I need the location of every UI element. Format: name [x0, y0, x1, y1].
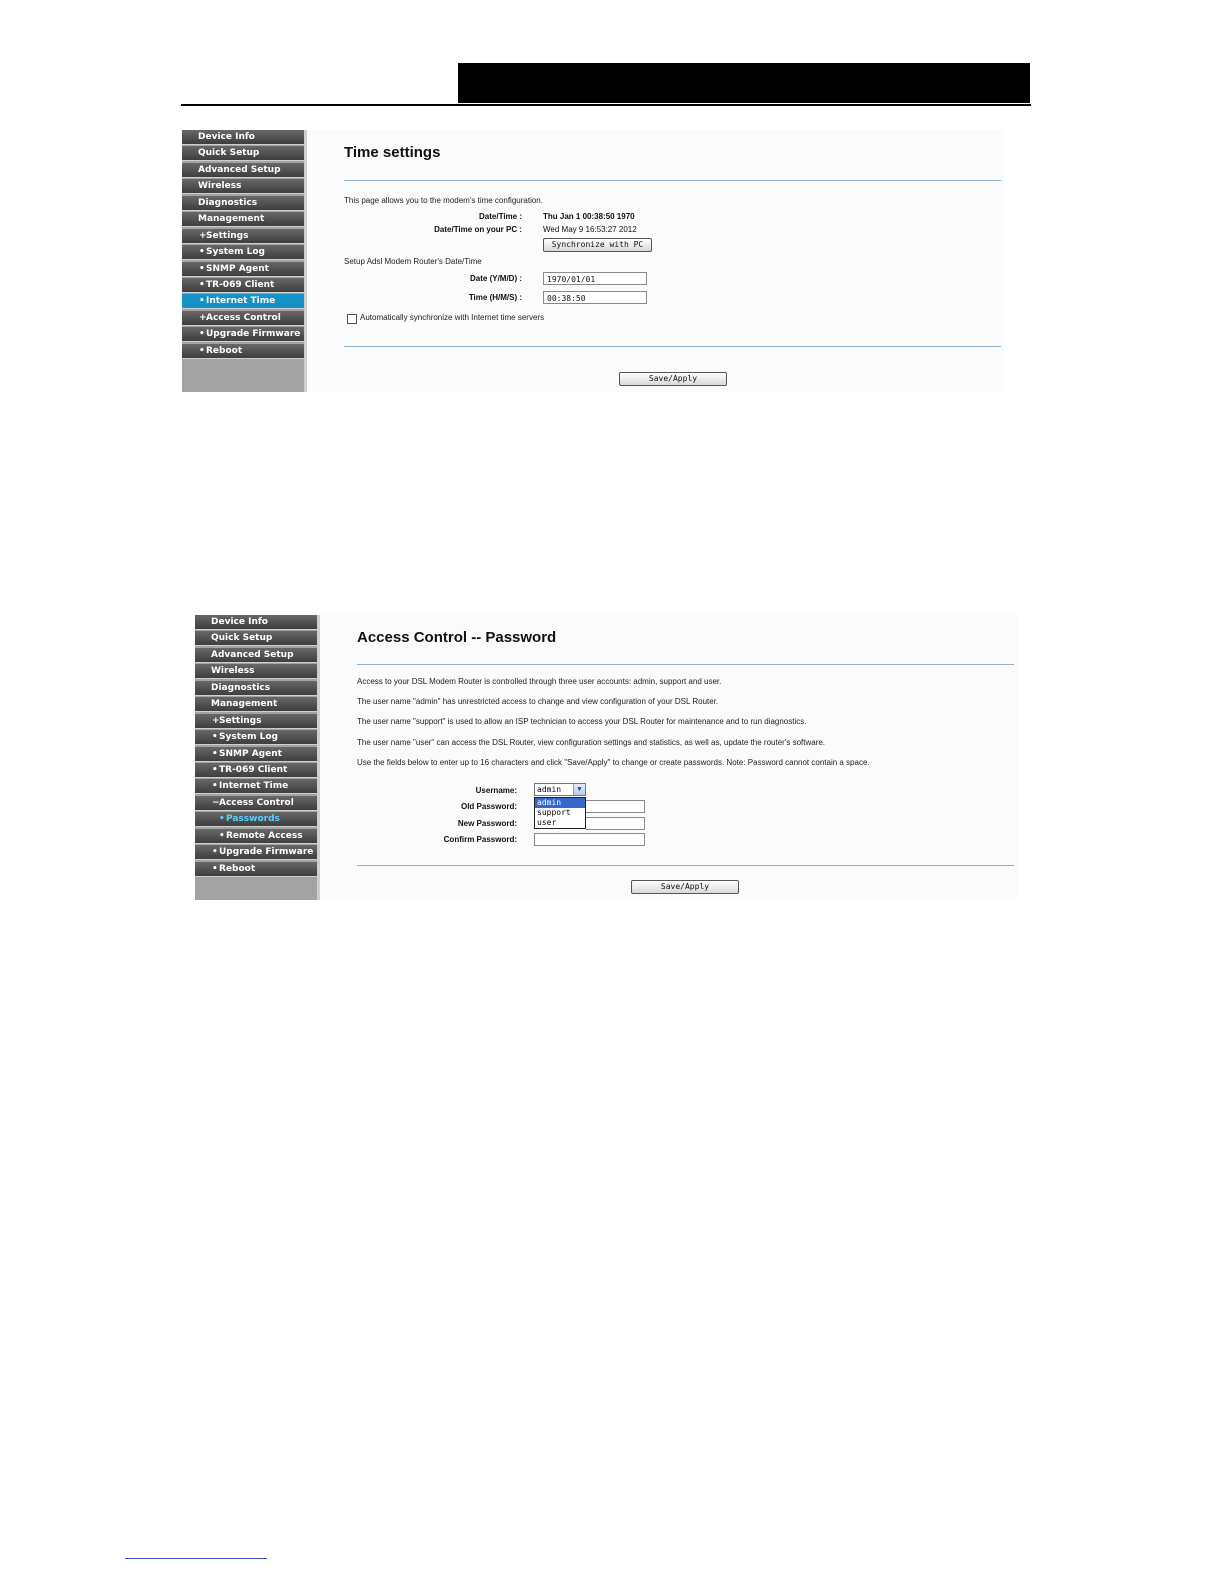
bullet-icon: •: [219, 830, 225, 841]
bullet-icon: •: [212, 732, 218, 743]
sidebar-item-label: Upgrade Firmware: [219, 847, 314, 858]
sidebar-item-label: Settings: [219, 715, 262, 726]
username-select[interactable]: [534, 783, 586, 796]
time-settings-content: [307, 130, 1004, 392]
sidebar-item-label: Remote Access: [226, 830, 303, 841]
bullet-icon: •: [199, 345, 205, 356]
date-input[interactable]: 1970/01/01: [543, 272, 647, 285]
sidebar-item-label: Reboot: [219, 863, 256, 874]
sidebar-item-label: Device Info: [198, 132, 255, 142]
bullet-icon: +: [199, 312, 207, 323]
header-bar: [458, 63, 1030, 103]
sidebar-item-access-control[interactable]: [195, 796, 317, 811]
bullet-icon: •: [212, 863, 218, 874]
sidebar-item-settings[interactable]: [182, 229, 304, 244]
sidebar-item-quick-setup[interactable]: [195, 631, 317, 646]
sidebar-item-label: Passwords: [226, 814, 280, 825]
access-control-screenshot: [195, 615, 1017, 900]
old-password-field[interactable]: [586, 800, 645, 813]
access-control-content: [320, 615, 1017, 900]
sidebar-item-label: Wireless: [211, 666, 255, 677]
sidebar-item-internet-time[interactable]: [182, 294, 304, 309]
dropdown-option-user[interactable]: user: [537, 818, 557, 827]
save-apply-button[interactable]: Save/Apply: [619, 372, 727, 386]
new-password-field[interactable]: [586, 817, 645, 830]
paragraph: Access to your DSL Modem Router is controlled through three user accounts: admin, support and user.: [357, 677, 722, 686]
sidebar-item-label: TR-069 Client: [219, 764, 288, 775]
bullet-icon: •: [212, 847, 218, 858]
bullet-icon: •: [199, 329, 205, 340]
bullet-icon: •: [199, 263, 205, 274]
confirm-password-label: Confirm Password:: [443, 835, 517, 844]
date-time-label: Date/Time :: [479, 212, 522, 221]
sidebar-item-label: Upgrade Firmware: [206, 329, 301, 340]
sidebar-item-label: Internet Time: [206, 296, 276, 307]
sidebar-item-label: Management: [198, 214, 265, 225]
divider: [344, 346, 1001, 347]
sidebar-item-wireless[interactable]: [195, 664, 317, 679]
setup-heading: Setup Adsl Modem Router's Date/Time: [344, 257, 482, 266]
sidebar-item-advanced-setup[interactable]: [182, 163, 304, 178]
old-password-label: Old Password:: [460, 802, 517, 811]
time-input[interactable]: 00:38:50: [543, 291, 647, 304]
sidebar-item-diagnostics[interactable]: [195, 681, 317, 696]
save-apply-button[interactable]: Save/Apply: [631, 880, 739, 894]
sidebar-item-upgrade-firmware[interactable]: [182, 327, 304, 342]
sidebar-item-device-info[interactable]: [195, 615, 317, 630]
sidebar-item-system-log[interactable]: [182, 245, 304, 260]
intro-text: This page allows you to the modem's time configuration.: [344, 196, 543, 205]
sidebar-item-label: System Log: [206, 247, 265, 258]
synchronize-button[interactable]: Synchronize with PC: [543, 238, 652, 252]
sidebar-item-label: Reboot: [206, 345, 243, 356]
sidebar-item-snmp-agent[interactable]: [195, 747, 317, 762]
date-label: Date (Y/M/D) :: [470, 274, 522, 283]
bullet-icon: •: [199, 279, 205, 290]
sidebar-item-label: Access Control: [206, 312, 281, 323]
sidebar-item-label: Access Control: [219, 797, 294, 808]
bullet-icon: •: [219, 814, 225, 825]
sidebar-item-diagnostics[interactable]: [182, 196, 304, 211]
sidebar-item-access-control[interactable]: [182, 311, 304, 326]
sidebar-item-label: Advanced Setup: [211, 649, 294, 660]
sidebar-item-reboot[interactable]: [182, 344, 304, 359]
sidebar-item-advanced-setup[interactable]: [195, 648, 317, 663]
date-time-value: Thu Jan 1 00:38:50 1970: [543, 212, 635, 221]
divider: [357, 865, 1014, 866]
sidebar-item-snmp-agent[interactable]: [182, 262, 304, 277]
sidebar-item-tr-069-client[interactable]: [195, 763, 317, 778]
footer-link-underline: [125, 1558, 267, 1559]
sidebar-item-tr-069-client[interactable]: [182, 278, 304, 293]
auto-sync-label: Automatically synchronize with Internet time servers: [360, 313, 545, 322]
page-title: Time settings: [344, 144, 441, 161]
time-settings-screenshot: [182, 130, 1004, 392]
sidebar-item-label: Diagnostics: [198, 197, 258, 208]
sidebar-item-label: Quick Setup: [198, 148, 260, 159]
bullet-icon: •: [212, 764, 218, 775]
confirm-password-field[interactable]: [534, 833, 645, 846]
dropdown-option-support[interactable]: support: [537, 808, 571, 817]
bullet-icon: −: [212, 797, 220, 808]
sidebar-item-label: System Log: [219, 732, 278, 743]
sidebar-item-label: Device Info: [211, 617, 268, 627]
header-rule: [181, 104, 1031, 106]
sidebar-item-wireless[interactable]: [182, 179, 304, 194]
username-selected-value: admin: [537, 785, 562, 794]
username-label: Username:: [475, 786, 517, 795]
sidebar-item-label: Quick Setup: [211, 633, 273, 644]
page-title: Access Control -- Password: [357, 629, 557, 646]
paragraph: The user name "support" is used to allow an ISP technician to access your DSL Router for maintenance and to run diagnostics.: [357, 717, 807, 726]
new-password-label: New Password:: [457, 819, 517, 828]
username-dropdown: [534, 797, 586, 829]
sidebar: [182, 130, 307, 392]
sidebar-item-management[interactable]: [195, 697, 317, 712]
sidebar-item-internet-time[interactable]: [195, 779, 317, 794]
sidebar-item-label: Wireless: [198, 181, 242, 192]
bullet-icon: •: [212, 781, 218, 792]
sidebar-item-remote-access[interactable]: [195, 829, 317, 844]
sidebar-item-upgrade-firmware[interactable]: [195, 845, 317, 860]
paragraph: The user name "admin" has unrestricted access to change and view configuration of your DSL Router.: [357, 697, 719, 706]
sidebar-item-settings[interactable]: [195, 714, 317, 729]
sidebar-item-device-info[interactable]: [182, 130, 304, 145]
divider: [344, 180, 1001, 181]
paragraph: Use the fields below to enter up to 16 characters and click "Save/Apply" to change or create passwords. Note: Password cannot contain a space.: [357, 758, 870, 767]
sidebar-item-reboot[interactable]: [195, 862, 317, 877]
sidebar-item-system-log[interactable]: [195, 730, 317, 745]
bullet-icon: +: [212, 715, 220, 726]
pc-time-label: Date/Time on your PC :: [434, 225, 522, 234]
divider: [357, 664, 1014, 665]
sidebar-item-label: Advanced Setup: [198, 164, 281, 175]
sidebar-menu: [182, 130, 304, 359]
auto-sync-checkbox[interactable]: [347, 314, 357, 324]
sidebar-item-label: Internet Time: [219, 781, 289, 792]
sidebar-item-label: SNMP Agent: [219, 748, 282, 759]
bullet-icon: •: [199, 247, 205, 258]
pc-time-value: Wed May 9 16:53:27 2012: [543, 225, 637, 234]
sidebar-item-passwords[interactable]: [195, 812, 317, 827]
sidebar-menu: [195, 615, 317, 877]
sidebar-item-label: SNMP Agent: [206, 263, 269, 274]
sidebar-item-quick-setup[interactable]: [182, 146, 304, 161]
bullet-icon: +: [199, 230, 207, 241]
time-label: Time (H/M/S) :: [468, 293, 522, 302]
paragraph: The user name "user" can access the DSL Router, view configuration settings and statistics, as well as, update the router's software.: [357, 738, 826, 747]
bullet-icon: •: [212, 748, 218, 759]
chevron-down-icon[interactable]: ▼: [573, 784, 585, 795]
sidebar-item-management[interactable]: [182, 212, 304, 227]
sidebar: [195, 615, 320, 900]
bullet-icon: •: [199, 296, 205, 307]
sidebar-item-label: TR-069 Client: [206, 279, 275, 290]
sidebar-item-label: Settings: [206, 230, 249, 241]
sidebar-item-label: Diagnostics: [211, 682, 271, 693]
sidebar-item-label: Management: [211, 699, 278, 710]
dropdown-option-admin[interactable]: admin: [535, 798, 585, 808]
